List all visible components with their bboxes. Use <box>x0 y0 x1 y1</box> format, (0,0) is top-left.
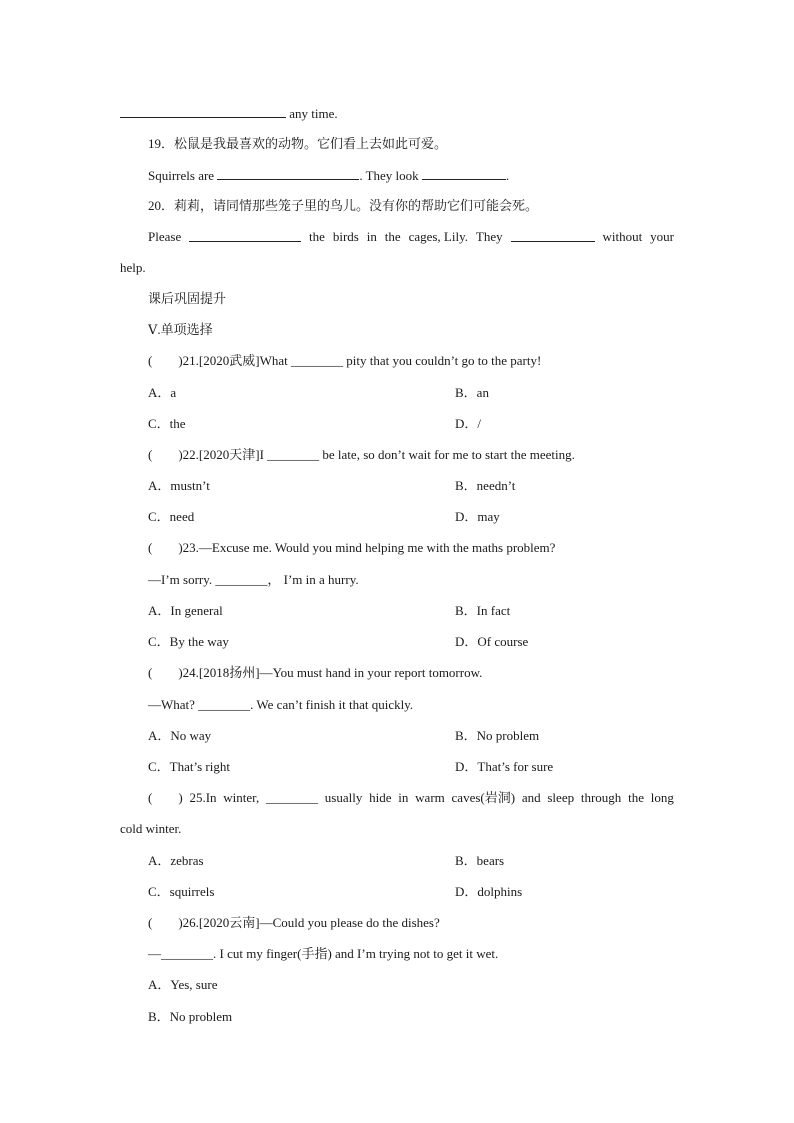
question-25-stem <box>148 789 674 807</box>
option-d[interactable]: D．dolphins <box>455 884 523 899</box>
option-a[interactable]: A．Yes, sure <box>148 977 218 992</box>
option-b[interactable]: B．In fact <box>455 603 511 618</box>
q20-word: They <box>475 229 503 244</box>
option-c[interactable]: C．the <box>148 416 186 431</box>
answer-blank[interactable] <box>217 166 359 180</box>
question-24-reply: —What? ________. We can’t finish it that quickly. <box>148 697 414 712</box>
option-d[interactable]: D．Of course <box>455 634 529 649</box>
q20-word: in <box>366 229 377 244</box>
question-text: 21.[2020武威]What ________ pity that you couldn’t go to the party! <box>182 353 542 368</box>
question-word: and <box>521 790 541 805</box>
q20-word: without <box>602 229 643 244</box>
q20-english <box>148 228 674 246</box>
answer-paren[interactable]: ( ) <box>148 915 183 930</box>
question-word: caves(岩洞) <box>451 790 516 805</box>
q20-chinese: 20．莉莉，请同情那些笼子里的鸟儿。没有你的帮助它们可能会死。 <box>148 198 539 213</box>
answer-paren[interactable]: ( ) <box>148 353 183 368</box>
q20-word: the <box>309 229 325 244</box>
option-c[interactable]: C．By the way <box>148 634 229 649</box>
question-word: 25.In <box>189 790 217 805</box>
option-a[interactable]: A．a <box>148 385 177 400</box>
option-d[interactable]: D．That’s for sure <box>455 759 554 774</box>
option-a[interactable]: A．No way <box>148 728 212 743</box>
answer-paren[interactable]: ( ) <box>148 447 183 462</box>
option-b[interactable]: B．needn’t <box>455 478 516 493</box>
section-title: 课后巩固提升 <box>148 291 227 306</box>
question-26-reply: —________. I cut my finger(手指) and I’m trying not to get it wet. <box>148 946 499 961</box>
answer-blank[interactable] <box>511 228 595 242</box>
q19-text-a: Squirrels are <box>148 168 215 183</box>
q19-chinese: 19．松鼠是我最喜欢的动物。它们看上去如此可爱。 <box>148 136 448 151</box>
q20-word: the <box>384 229 401 244</box>
question-word: hide <box>369 790 392 805</box>
question-text: 24.[2018扬州]—You must hand in your report tomorrow. <box>182 665 483 680</box>
q18-text: any time. <box>289 106 338 121</box>
question-24-stem <box>148 664 482 682</box>
q19-english <box>148 166 509 185</box>
option-a[interactable]: A．In general <box>148 603 223 618</box>
question-word: long <box>650 790 674 805</box>
part-title: Ⅴ.单项选择 <box>148 322 213 337</box>
question-word: through <box>580 790 622 805</box>
question-text: 23.—Excuse me. Would you mind helping me with the maths problem? <box>182 540 556 555</box>
option-a[interactable]: A．mustn’t <box>148 478 210 493</box>
option-b[interactable]: B．bears <box>455 853 505 868</box>
q20-word: Please <box>148 229 182 244</box>
answer-paren[interactable]: ( ) <box>148 665 183 680</box>
question-word: warm <box>415 790 445 805</box>
question-word: winter, <box>223 790 260 805</box>
option-c[interactable]: C．squirrels <box>148 884 215 899</box>
question-22-stem <box>148 446 575 464</box>
q18-continuation-line <box>120 104 338 123</box>
answer-paren[interactable]: ( ) <box>148 540 183 555</box>
question-text: 22.[2020天津]I ________ be late, so don’t wait for me to start the meeting. <box>182 447 575 462</box>
question-word: the <box>628 790 644 805</box>
question-word: in <box>398 790 409 805</box>
q19-text-b: . They look <box>359 168 419 183</box>
answer-blank[interactable] <box>189 228 301 242</box>
question-word: usually <box>324 790 363 805</box>
q20-word: cages, Lily. <box>408 229 469 244</box>
question-21-stem <box>148 352 541 370</box>
option-b[interactable]: B．No problem <box>148 1009 233 1024</box>
question-26-stem <box>148 914 440 932</box>
q20-word: birds <box>332 229 359 244</box>
question-word: sleep <box>547 790 575 805</box>
q19-text-c: . <box>505 168 510 183</box>
q20-word: your <box>650 229 674 244</box>
option-b[interactable]: B．No problem <box>455 728 540 743</box>
answer-paren[interactable]: ( ) <box>148 790 183 805</box>
option-a[interactable]: A．zebras <box>148 853 204 868</box>
question-23-stem <box>148 539 555 557</box>
q20-continuation: help. <box>120 260 146 275</box>
question-text: 26.[2020云南]—Could you please do the dishes? <box>182 915 440 930</box>
answer-blank[interactable] <box>120 104 286 118</box>
option-b[interactable]: B．an <box>455 385 489 400</box>
option-d[interactable]: D．/ <box>455 416 482 431</box>
option-d[interactable]: D．may <box>455 509 500 524</box>
question-25-continuation: cold winter. <box>120 821 182 836</box>
answer-blank[interactable] <box>422 166 506 180</box>
option-c[interactable]: C．need <box>148 509 195 524</box>
question-word: ________ <box>266 790 319 805</box>
question-23-reply: —I’m sorry. ________， I’m in a hurry. <box>148 572 359 587</box>
option-c[interactable]: C．That’s right <box>148 759 230 774</box>
